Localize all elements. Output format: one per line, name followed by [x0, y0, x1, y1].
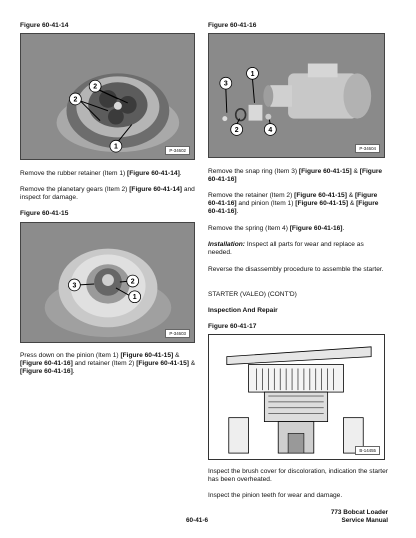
- footer-model: 773 Bobcat Loader: [330, 509, 388, 516]
- right-paragraph-4: Installation: Inspect all parts for wear and replace as needed.: [208, 241, 364, 257]
- right-paragraph-8: Inspect the pinion teeth for wear and damage.: [208, 492, 343, 499]
- photo-code: P-34603: [165, 329, 190, 338]
- callout-label: 4: [268, 126, 273, 134]
- right-paragraph-2: Remove the retainer (Item 2) [Figure 60-41-15] & [Figure 60-41-16] and pinion (Item 1) [Figure 60-41-15] & [Figure 60-41-16].: [208, 192, 379, 216]
- callout-label: 1: [113, 143, 118, 151]
- photo-code: P-34604: [355, 144, 380, 153]
- right-paragraph-5: Reverse the disassembly procedure to assemble the starter.: [208, 266, 384, 273]
- figure-title: Figure 60-41-15: [20, 210, 69, 217]
- section-heading: Inspection And Repair: [208, 307, 278, 314]
- page-number: 60-41-6: [186, 517, 209, 524]
- figure-photo: [20, 33, 195, 160]
- callout-label: 2: [73, 96, 78, 104]
- figure-drawing: [208, 334, 385, 460]
- figure-title: Figure 60-41-17: [208, 323, 257, 330]
- left-paragraph-1: Remove the rubber retainer (Item 1) [Figure 60-41-14].: [20, 170, 182, 177]
- footer-manual: Service Manual: [341, 517, 388, 524]
- callout-label: 1: [250, 70, 255, 78]
- photo-code: B-14455: [355, 446, 380, 455]
- callout-label: 3: [72, 282, 77, 290]
- callout-label: 2: [93, 83, 98, 91]
- right-paragraph-7: Inspect the brush cover for discoloration, indication the starter has been overheated.: [208, 468, 388, 484]
- callout-label: 1: [132, 294, 137, 302]
- figure-title: Figure 60-41-16: [208, 22, 257, 29]
- callout-label: 3: [223, 80, 228, 88]
- right-paragraph-1: Remove the snap ring (Item 3) [Figure 60-41-15] & [Figure 60-41-16]: [208, 168, 383, 184]
- figure-photo: [20, 222, 195, 343]
- left-paragraph-3: Press down on the pinion (Item 1) [Figure 60-41-15] & [Figure 60-41-16] and retainer (Item 2) [Figure 60-41-15] & [Figure 60-41-16].: [20, 352, 196, 376]
- figure-photo: [208, 33, 385, 158]
- right-paragraph-3: Remove the spring (Item 4) [Figure 60-41-16].: [208, 225, 345, 232]
- callout-label: 2: [234, 126, 239, 134]
- figure-title: Figure 60-41-14: [20, 22, 69, 29]
- left-paragraph-2: Remove the planetary gears (Item 2) [Figure 60-41-14] and inspect for damage.: [20, 186, 195, 202]
- section-title: STARTER (VALEO) (CONT'D): [208, 291, 297, 298]
- photo-code: P-34602: [165, 146, 190, 155]
- callout-label: 2: [130, 278, 135, 286]
